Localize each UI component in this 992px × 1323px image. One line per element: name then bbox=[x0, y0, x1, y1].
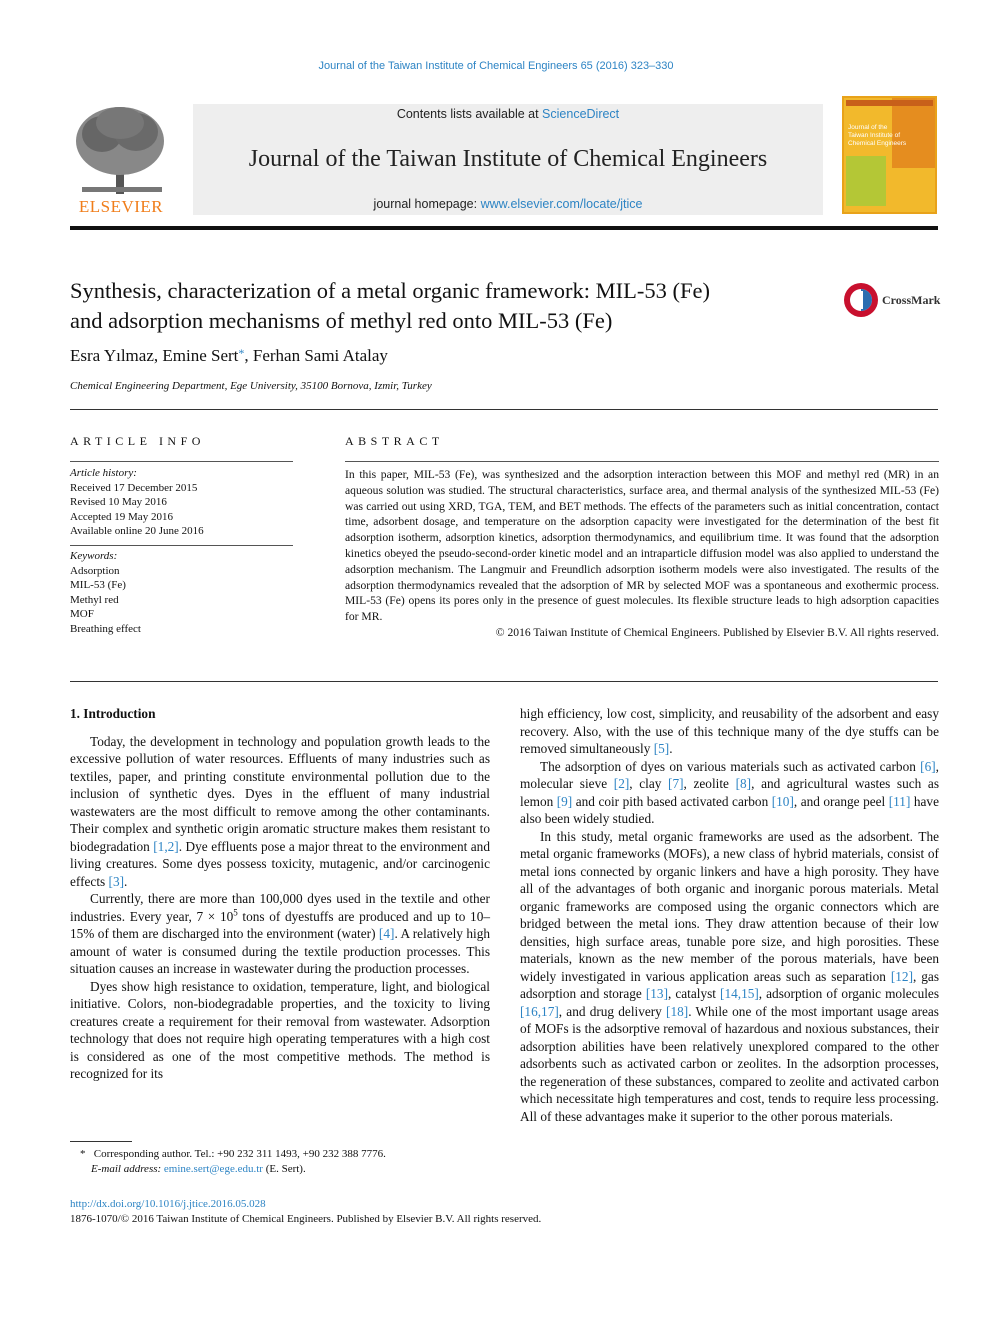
homepage-line bbox=[193, 197, 823, 211]
history-received: Received 17 December 2015 bbox=[70, 481, 198, 494]
journal-cover-image[interactable] bbox=[842, 96, 937, 214]
affiliation-rule bbox=[70, 409, 938, 410]
reference-link[interactable]: [2] bbox=[613, 776, 630, 791]
reference-link[interactable]: [14,15] bbox=[720, 986, 759, 1001]
abstract-heading: ABSTRACT bbox=[345, 434, 444, 448]
reference-link[interactable]: [4] bbox=[378, 926, 395, 941]
crossmark-label: CrossMark bbox=[882, 293, 941, 307]
section-title-introduction: 1. Introduction bbox=[70, 706, 156, 721]
intro-paragraph-1: Today, the development in technology and population growth leads to the excessive pollution of water resources. Effluents of many industries such as textiles, paper, and printing constitute environmental pollution due to the inclusion of synthetic dyes. Dyes in the effluent of many industrial wastewaters are the most difficult to remove among the other contaminants. Their complex and synthetic origin aromatic structure makes them resistant to biodegradation [1,2]. Dye effluents pose a major threat to the environment and living creatures. Some dyes possess toxicity, mutagenic, and/or carcinogenic effects [3]. bbox=[70, 733, 490, 889]
reference-link[interactable]: [7] bbox=[668, 776, 684, 791]
intro-paragraph-3-cont: high efficiency, low cost, simplicity, and reusability of the adsorbent and easy recovery. Also, with the use of this technique many of the dye stuffs can be removed simultaneously [5]. bbox=[520, 706, 939, 756]
reference-link[interactable]: [9] bbox=[556, 793, 573, 809]
reference-link[interactable]: [11] bbox=[888, 793, 911, 809]
crossmark-badge[interactable] bbox=[843, 282, 943, 322]
elsevier-wordmark: ELSEVIER bbox=[78, 197, 164, 216]
article-info-heading: ARTICLE INFO bbox=[70, 434, 205, 448]
footnote-corresponding: * Corresponding author. Tel.: +90 232 311 1493, +90 232 388 7776. bbox=[80, 1148, 386, 1160]
issn-copyright: 1876-1070/© 2016 Taiwan Institute of Chemical Engineers. Published by Elsevier B.V. All rights reserved. bbox=[70, 1213, 542, 1225]
keyword-item: Methyl red bbox=[70, 593, 119, 606]
history-online: Available online 20 June 2016 bbox=[70, 525, 204, 537]
history-accepted: Accepted 19 May 2016 bbox=[70, 510, 173, 523]
abstract-text: In this paper, MIL-53 (Fe), was synthesized and the adsorption interaction between this MOF and methyl red (MR) in an aqueous solution was studied. The structural characteristics, surface area, and thermal analysis of the synthesized MIL-53 (Fe) was carried out using XRD, TGA, TEM, and BET methods. The effects of the parameters such as initial concentration, contact time, adsorbent dosage, and temperature on the adsorption capacity were investigated for the determination of the best fit adsorption isotherm, adsorption kinetics, adsorption thermodynamics, and equilibrium time. It was found that the adsorption kinetics obeyed the pseudo-second-order kinetic model and an intraparticle diffusion model was also applied to understand the adsorption mechanism. The Langmuir and Freundlich adsorption isotherm models were also investigated. The results of the adsorption thermodynamics revealed that the adsorption of MR by selected MOF was a spontaneous and exothermic process. MIL-53 (Fe) opens its pores only in the presence of guest molecules. Its flexible structure leads to high adsorption capacities for MR. bbox=[345, 468, 939, 624]
homepage-prefix: journal homepage: bbox=[373, 197, 481, 211]
history-label: Article history: bbox=[70, 467, 137, 479]
reference-link[interactable]: [16,17] bbox=[520, 1003, 559, 1019]
header-rule bbox=[70, 226, 938, 230]
keywords-label: Keywords: bbox=[70, 550, 118, 562]
keyword-item: Breathing effect bbox=[70, 622, 141, 635]
abstract-body bbox=[345, 467, 939, 641]
abstract-end-rule bbox=[70, 681, 938, 682]
reference-link[interactable]: [6] bbox=[920, 758, 936, 774]
right-column bbox=[520, 705, 939, 1125]
footnote bbox=[80, 1147, 500, 1177]
intro-paragraph-4: The adsorption of dyes on various materials such as activated carbon [6], molecular sieve [2], clay [7], zeolite [8], and agricultural wastes such as lemon [9] and coir pith based activated carbon [10], and orange peel [11] have also been widely studied. bbox=[520, 758, 939, 826]
article-title bbox=[70, 276, 830, 336]
reference-link[interactable]: [18] bbox=[666, 1003, 689, 1019]
keywords-rule bbox=[70, 545, 293, 546]
reference-link[interactable]: [5] bbox=[653, 741, 670, 756]
reference-link[interactable]: [8] bbox=[735, 776, 752, 791]
history-revised: Revised 10 May 2016 bbox=[70, 496, 167, 508]
authors-last: , Ferhan Sami Atalay bbox=[244, 346, 388, 365]
homepage-link[interactable]: www.elsevier.com/locate/jtice bbox=[480, 197, 643, 211]
email-link[interactable]: emine.sert@ege.edu.tr bbox=[163, 1163, 263, 1175]
contents-prefix: Contents lists available at bbox=[396, 107, 543, 121]
reference-link[interactable]: [1,2] bbox=[153, 838, 179, 854]
doi-link[interactable]: http://dx.doi.org/10.1016/j.jtice.2016.05.028 bbox=[70, 1198, 266, 1210]
reference-link[interactable]: [13] bbox=[645, 986, 668, 1001]
journal-title: Journal of the Taiwan Institute of Chemical Engineers bbox=[248, 146, 768, 172]
cover-title: Journal of the Taiwan Institute of Chemical Engineers bbox=[848, 124, 907, 147]
contents-line bbox=[193, 107, 823, 121]
article-title-line-2: and adsorption mechanisms of methyl red onto MIL-53 (Fe) bbox=[70, 308, 613, 333]
affiliation: Chemical Engineering Department, Ege University, 35100 Bornova, Izmir, Turkey bbox=[70, 380, 432, 392]
intro-paragraph-3: Dyes show high resistance to oxidation, temperature, light, and biological initiative. Colors, non-biodegradable properties, and the toxicity to living creatures create a requirement for their removal from wastewater. Adsorption technology that does not require high operating temperatures with a high cost is considered as one of the most competitive methods. The method is recognized for its bbox=[70, 978, 490, 1081]
journal-citation-link[interactable]: Journal of the Taiwan Institute of Chemical Engineers 65 (2016) 323–330 bbox=[318, 60, 674, 72]
reference-link[interactable]: [3] bbox=[108, 873, 125, 889]
elsevier-logo bbox=[70, 99, 172, 217]
left-column bbox=[70, 705, 490, 1083]
intro-paragraph-2: Currently, there are more than 100,000 dyes used in the textile and other industries. Every year, $7 \times 10^5$ tons of dyestuffs are produced and up to 10–15% of them are discharged into the environment (water) [4]. A relatively high amount of water is consumed during the textile production processes. This situation causes an increase in wastewater during the production processes. bbox=[70, 891, 491, 976]
keyword-item: MIL-53 (Fe) bbox=[70, 579, 126, 591]
cover-icon bbox=[842, 96, 937, 214]
article-title-line-1: Synthesis, characterization of a metal organic framework: MIL-53 (Fe) bbox=[70, 278, 710, 303]
abstract-copyright: © 2016 Taiwan Institute of Chemical Engineers. Published by Elsevier B.V. All rights reserved. bbox=[495, 625, 939, 639]
keyword-item: MOF bbox=[70, 608, 94, 620]
crossmark-icon bbox=[843, 282, 879, 318]
abstract-rule bbox=[345, 461, 939, 462]
keywords-block bbox=[70, 549, 294, 636]
keyword-item: Adsorption bbox=[70, 564, 120, 577]
intro-paragraph-5: In this study, metal organic frameworks are used as the adsorbent. The metal organic frameworks (MOFs), a new class of hybrid materials, consist of metal ions connected by organic linkers and have a high porosity. They have all of the advantages of both organic and inorganic porous materials. Metal organic frameworks are composed using the organic connectors which are bridged between the metal ions. They draw attention because of their low densities, high surface areas, tunable pore size, and high porosities. These materials, known as the new member of the porous materials, have been widely investigated in various application areas such as separation [12], gas adsorption and storage [13], catalyst [14,15], adsorption of organic molecules [16,17], and drug delivery [18]. While one of the most important usage areas of MOFs is the adsorptive removal of hazardous and noxious substances, their adsorption abilities have been relatively unexplored compared to the other adsorbents such as activated carbon or zeolites. In the adsorption processes, the regeneration of these substances, compared to zeolite and activated carbon which necessitate high temperatures and cost, tends to require less processing. All of these advantages make it superior to the other porous materials. bbox=[520, 828, 940, 1124]
article-info-rule bbox=[70, 461, 293, 462]
sciencedirect-link[interactable]: ScienceDirect bbox=[542, 107, 620, 121]
article-history bbox=[70, 466, 294, 539]
corresponding-author-link[interactable]: * bbox=[238, 346, 245, 360]
authors-first: Esra Yılmaz, Emine Sert bbox=[70, 346, 239, 365]
author-list bbox=[70, 346, 388, 366]
footnote-rule bbox=[70, 1141, 132, 1142]
footnote-email: E-mail address: emine.sert@ege.edu.tr (E. Sert). bbox=[91, 1163, 306, 1175]
reference-link[interactable]: [10] bbox=[771, 793, 794, 809]
reference-link[interactable]: [12] bbox=[890, 968, 914, 984]
